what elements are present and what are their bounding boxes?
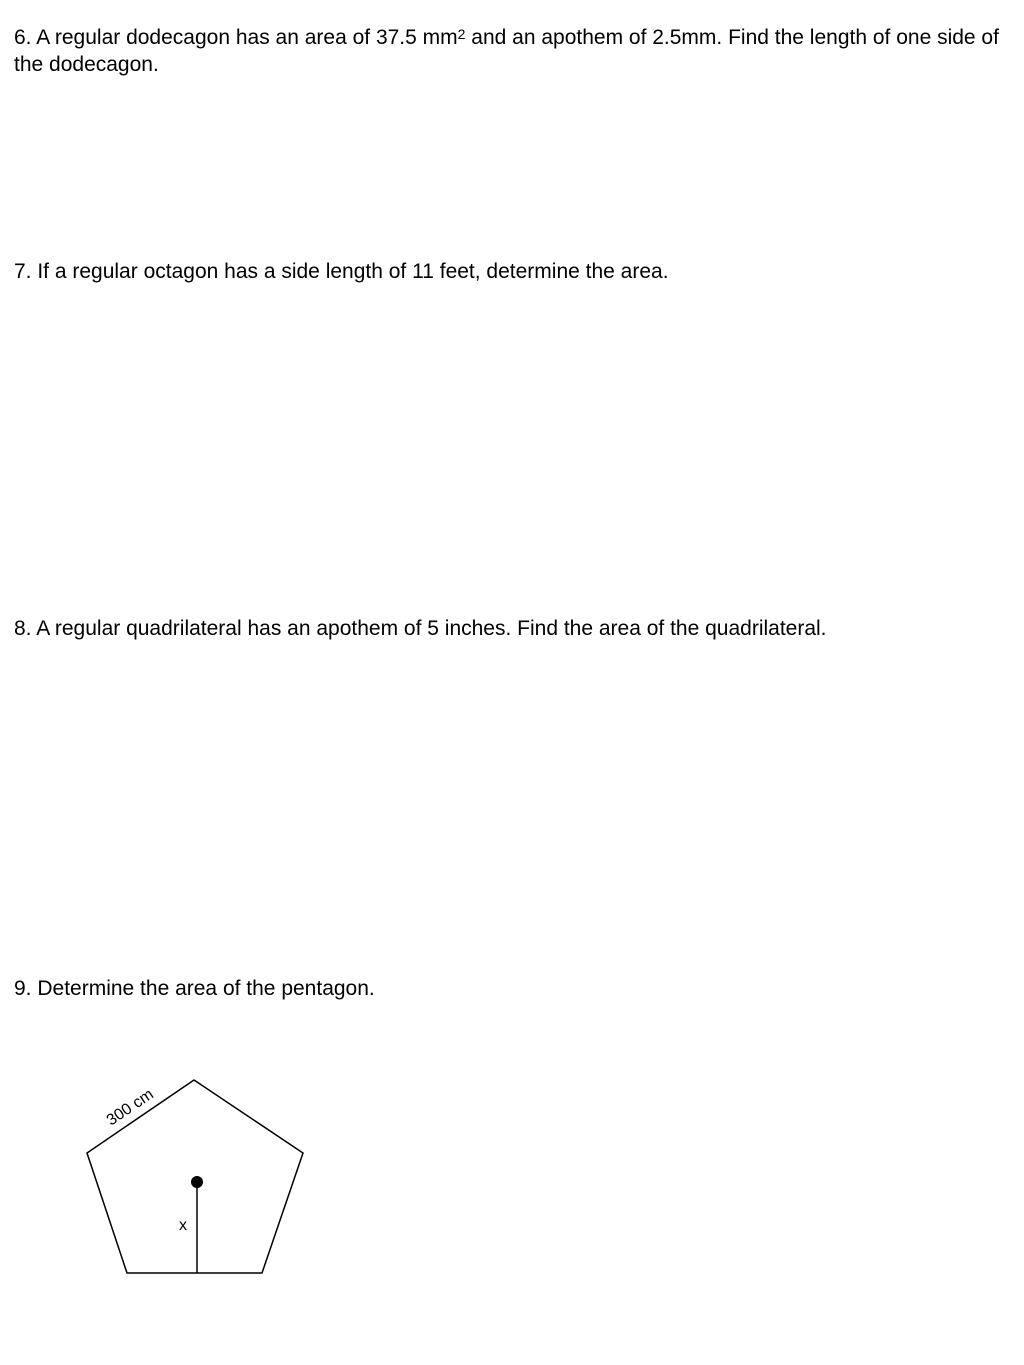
question-6-text: 6. A regular dodecagon has an area of 37.5 mm — [14, 26, 458, 49]
superscript-exponent: 2 — [457, 26, 466, 42]
side-length-label: 300 cm — [103, 1085, 157, 1130]
apothem-label: x — [179, 1217, 187, 1234]
center-point — [191, 1176, 203, 1188]
question-6 — [14, 24, 1004, 78]
pentagon-figure — [60, 1060, 340, 1300]
question-9: 9. Determine the area of the pentagon. — [14, 977, 375, 1000]
question-7: 7. If a regular octagon has a side length of 11 feet, determine the area. — [14, 260, 669, 283]
question-6-text-continued: and an apothem of 2.5mm. Find the length of one side of the dodecagon. — [14, 26, 999, 76]
question-8: 8. A regular quadrilateral has an apothem of 5 inches. Find the area of the quadrilateral. — [14, 617, 827, 640]
